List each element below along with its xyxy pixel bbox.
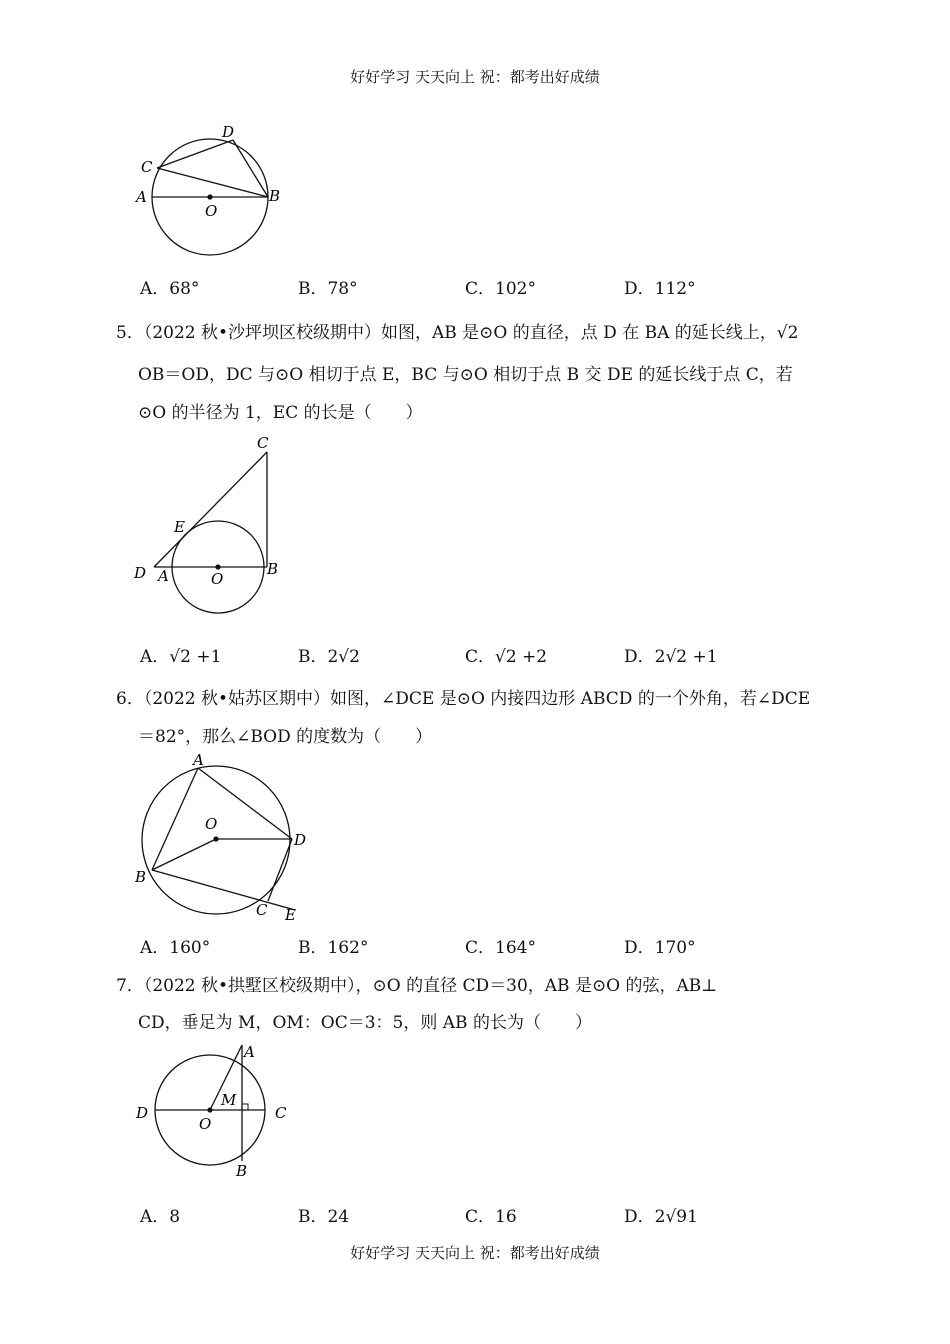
q7-label-c: C (275, 1104, 287, 1122)
q7-label-d: D (136, 1104, 149, 1122)
q6-label-b: B (135, 868, 147, 886)
page-footer: 好好学习 天天向上 祝：都考出好成绩 (350, 1244, 600, 1262)
q4-option-b[interactable]: B．78° (298, 279, 358, 299)
q4-label-o: O (205, 202, 218, 220)
q7-text-line-1: 7．（2022 秋•拱墅区校级期中），⊙O 的直径 CD＝30，AB 是⊙O 的弦，AB⊥ (116, 976, 718, 996)
q6-text-line-1: 6．（2022 秋•姑苏区期中）如图，∠DCE 是⊙O 内接四边形 ABCD 的一个外角，若∠DCE (116, 689, 811, 709)
q6-label-a: A (193, 751, 204, 769)
q5-figure (130, 435, 290, 620)
q7-option-b[interactable]: B．24 (298, 1207, 350, 1227)
q6-figure (130, 750, 310, 928)
q4-label-a: A (136, 188, 147, 206)
q5-label-e: E (174, 518, 185, 536)
q4-option-c[interactable]: C．102° (465, 279, 536, 299)
q6-text-line-2: ＝82°，那么∠BOD 的度数为（ ） (138, 727, 433, 747)
q5-label-c: C (257, 434, 269, 452)
q6-option-a[interactable]: A．160° (140, 938, 211, 958)
q7-option-d[interactable]: D．2√91 (624, 1207, 698, 1227)
q5-option-a[interactable]: A．√2 +1 (140, 647, 222, 667)
q5-label-d: D (134, 564, 147, 582)
q4-label-c: C (141, 158, 153, 176)
q7-figure (130, 1040, 295, 1185)
q4-option-d[interactable]: D．112° (624, 279, 696, 299)
q4-label-b: B (269, 187, 281, 205)
q7-option-a[interactable]: A．8 (140, 1207, 181, 1227)
q6-option-d[interactable]: D．170° (624, 938, 696, 958)
q6-option-c[interactable]: C．164° (465, 938, 536, 958)
q5-option-d[interactable]: D．2√2 +1 (624, 647, 718, 667)
q6-label-d: D (294, 831, 307, 849)
q6-label-c: C (256, 901, 268, 919)
q4-figure (130, 118, 290, 268)
q6-label-e: E (285, 906, 296, 924)
q5-option-c[interactable]: C．√2 +2 (465, 647, 548, 667)
q5-text-line-1: 5．（2022 秋•沙坪坝区校级期中）如图，AB 是⊙O 的直径，点 D 在 BA 的延长线上，√2 (116, 323, 799, 343)
q7-label-m: M (221, 1091, 237, 1109)
page-header: 好好学习 天天向上 祝：都考出好成绩 (350, 68, 600, 86)
q5-label-a: A (158, 567, 169, 585)
q7-option-c[interactable]: C．16 (465, 1207, 517, 1227)
q5-label-b: B (267, 560, 279, 578)
q6-label-o: O (205, 815, 218, 833)
q7-label-b: B (236, 1162, 248, 1180)
q5-option-b[interactable]: B．2√2 (298, 647, 360, 667)
q5-label-o: O (211, 570, 224, 588)
q7-text-line-2: CD，垂足为 M，OM：OC＝3：5，则 AB 的长为（ ） (138, 1013, 592, 1033)
q4-option-a[interactable]: A．68° (140, 279, 200, 299)
q5-text-line-2: OB＝OD，DC 与⊙O 相切于点 E，BC 与⊙O 相切于点 B 交 DE 的延长线于点 C，若 (138, 365, 793, 385)
q7-label-o: O (199, 1115, 212, 1133)
q7-label-a: A (244, 1043, 255, 1061)
q6-option-b[interactable]: B．162° (298, 938, 369, 958)
q5-text-line-3: ⊙O 的半径为 1，EC 的长是（ ） (138, 403, 423, 423)
q4-label-d: D (222, 123, 235, 141)
